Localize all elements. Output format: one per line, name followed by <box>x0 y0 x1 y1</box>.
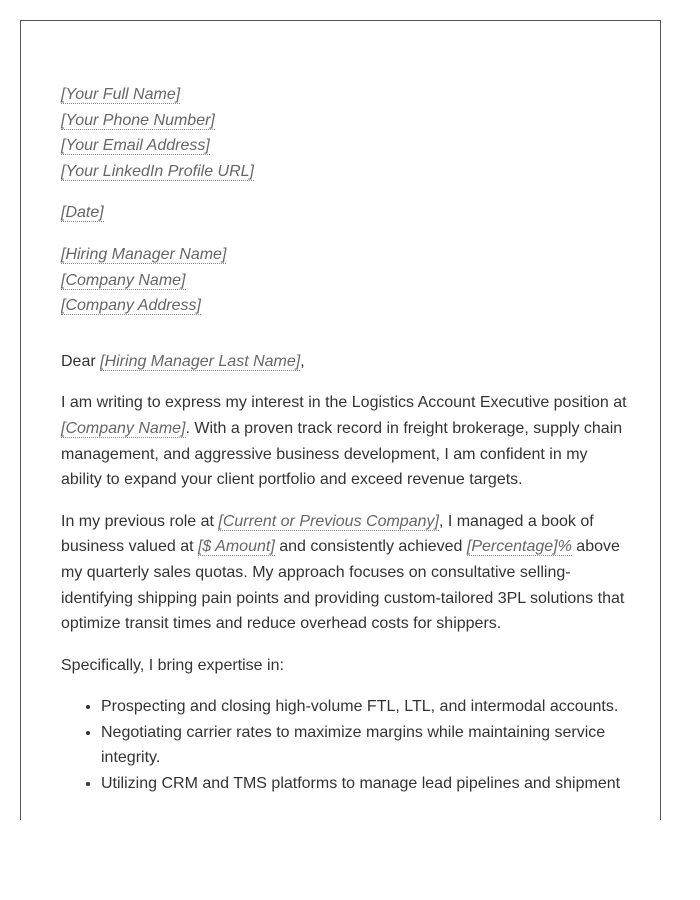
salutation-name: [Hiring Manager Last Name] <box>100 352 301 370</box>
amount-placeholder: [$ Amount] <box>197 538 275 556</box>
salutation: Dear [Hiring Manager Last Name], <box>61 352 305 370</box>
sender-linkedin: [Your LinkedIn Profile URL] <box>61 162 254 180</box>
recipient-block <box>61 242 631 319</box>
sender-full-name: [Your Full Name] <box>61 86 181 103</box>
paragraph-intro: I am writing to express my interest in the Logistics Account Executive position at [Company Name]. With a proven track record in freight brokerage, supply chain management, and aggressive business development, I am confident in my ability to expand your client portfolio and exceed revenue targets. <box>61 394 627 489</box>
paragraph-experience: In my previous role at [Current or Previous Company], I managed a book of business valued at [$ Amount] and consistently achieved [Percentage]% above my quarterly sales quotas. My approach focuses on consultative selling-identifying shipping pain points and providing custom-tailored 3PL solutions that optimize transit times and reduce overhead costs for shippers. <box>61 512 625 633</box>
sender-phone: [Your Phone Number] <box>61 111 215 129</box>
percentage-placeholder: [Percentage]% <box>466 538 572 556</box>
sender-block <box>61 82 631 184</box>
list-item: • Negotiating carrier rates to maximize margins while maintaining service integrity. <box>101 720 631 771</box>
sender-email: [Your Email Address] <box>61 137 210 155</box>
previous-company-placeholder: [Current or Previous Company] <box>218 512 439 530</box>
letter-page <box>20 20 661 820</box>
letter-content <box>61 82 631 797</box>
date-block <box>61 200 631 226</box>
list-item: • Utilizing CRM and TMS platforms to manage lead pipelines and shipment <box>101 771 631 797</box>
intro-company-placeholder: [Company Name] <box>61 419 186 437</box>
paragraph-expertise-intro: Specifically, I bring expertise in: <box>61 656 284 674</box>
list-item: • Prospecting and closing high-volume FTL, LTL, and intermodal accounts. <box>101 694 631 720</box>
recipient-manager: [Hiring Manager Name] <box>61 245 227 263</box>
letter-date: [Date] <box>61 204 104 222</box>
recipient-address: [Company Address] <box>61 297 201 315</box>
expertise-list <box>61 694 631 796</box>
recipient-company: [Company Name] <box>61 271 186 289</box>
